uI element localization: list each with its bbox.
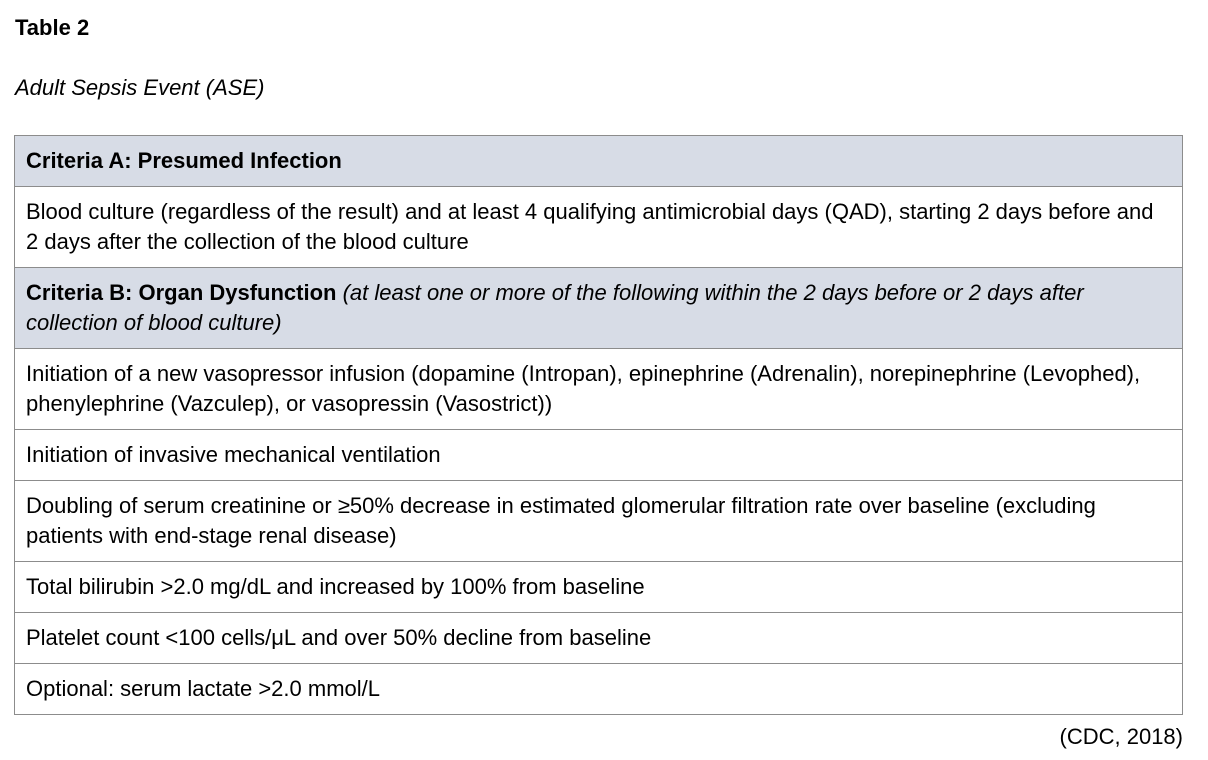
table-row [15,562,1183,613]
table-row [15,481,1183,562]
criteria-b-item: Optional: serum lactate >2.0 mmol/L [15,664,1183,715]
criteria-b-qualifier: (at least one or more of the following within the 2 days before or 2 days after collection of blood culture) [26,280,1084,335]
criteria-a-heading: Criteria A: Presumed Infection [26,148,342,173]
criteria-b-item: Total bilirubin >2.0 mg/dL and increased by 100% from baseline [15,562,1183,613]
table-row [15,664,1183,715]
table-row [15,349,1183,430]
criteria-a-item: Blood culture (regardless of the result) and at least 4 qualifying antimicrobial days (QAD), starting 2 days before and 2 days after the collection of the blood culture [15,187,1183,268]
table-row [15,613,1183,664]
criteria-b-item: Initiation of invasive mechanical ventilation [15,430,1183,481]
table-row [15,430,1183,481]
table-title: Adult Sepsis Event (ASE) [15,75,265,100]
table-number: Table 2 [15,15,90,40]
criteria-b-item: Initiation of a new vasopressor infusion (dopamine (Intropan), epinephrine (Adrenalin), norepinephrine (Levophed), phenylephrine (Vazculep), or vasopressin (Vasostrict)) [15,349,1183,430]
criteria-b-header-cell [15,268,1183,349]
table-row [15,187,1183,268]
criteria-a-header-row [15,136,1183,187]
criteria-a-header-cell [15,136,1183,187]
criteria-b-header-row [15,268,1183,349]
citation: (CDC, 2018) [1059,724,1183,749]
criteria-b-item: Doubling of serum creatinine or ≥50% decrease in estimated glomerular filtration rate over baseline (excluding patients with end-stage renal disease) [15,481,1183,562]
criteria-b-item: Platelet count <100 cells/μL and over 50% decline from baseline [15,613,1183,664]
sepsis-criteria-table [14,135,1183,715]
criteria-b-heading: Criteria B: Organ Dysfunction [26,280,337,305]
